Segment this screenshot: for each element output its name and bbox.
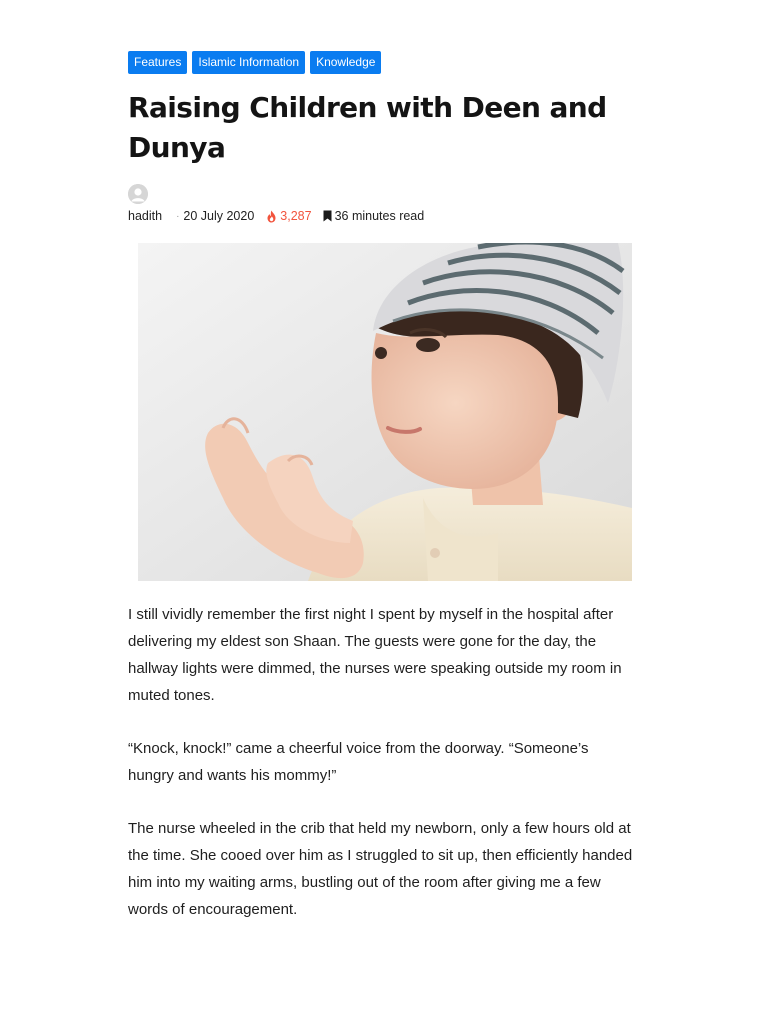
read-time-value: 36 minutes read [334, 209, 425, 223]
paragraph: The nurse wheeled in the crib that held my newborn, only a few hours old at the time. She cooed over him as I struggled to sit up, then efficiently handed him into my waiting arms, bustling out of the room after giving me a few words of encouragement. [128, 820, 633, 918]
category-tags [128, 51, 638, 74]
tag-islamic-information[interactable]: Islamic Information [192, 51, 305, 74]
post-title: Raising Children with Deen and Dunya [128, 91, 607, 164]
user-avatar-icon[interactable] [128, 184, 148, 204]
featured-image [138, 243, 632, 581]
view-count [266, 209, 311, 223]
view-count-value: 3,287 [280, 209, 312, 223]
meta-row [128, 209, 424, 223]
fire-icon [266, 210, 277, 223]
boy-praying-illustration [138, 243, 632, 581]
paragraph: “Knock, knock!” came a cheerful voice from the doorway. “Someone’s hungry and wants his mommy!” [128, 740, 589, 784]
author-link[interactable]: hadith [128, 209, 163, 223]
paragraph: I still vividly remember the first night I spent by myself in the hospital after delivering my eldest son Shaan. The guests were gone for the day, the hallway lights were dimmed, the nurses were speaking outside my room in muted tones. [128, 606, 622, 704]
bookmark-icon [323, 210, 332, 222]
post-date: 20 July 2020 [183, 209, 255, 223]
read-time [323, 209, 425, 223]
post-header [128, 51, 638, 918]
tag-knowledge[interactable]: Knowledge [310, 51, 381, 74]
post-meta [128, 184, 638, 230]
tag-features[interactable]: Features [128, 51, 187, 74]
meta-separator: · [176, 210, 180, 222]
article-body [128, 601, 638, 949]
